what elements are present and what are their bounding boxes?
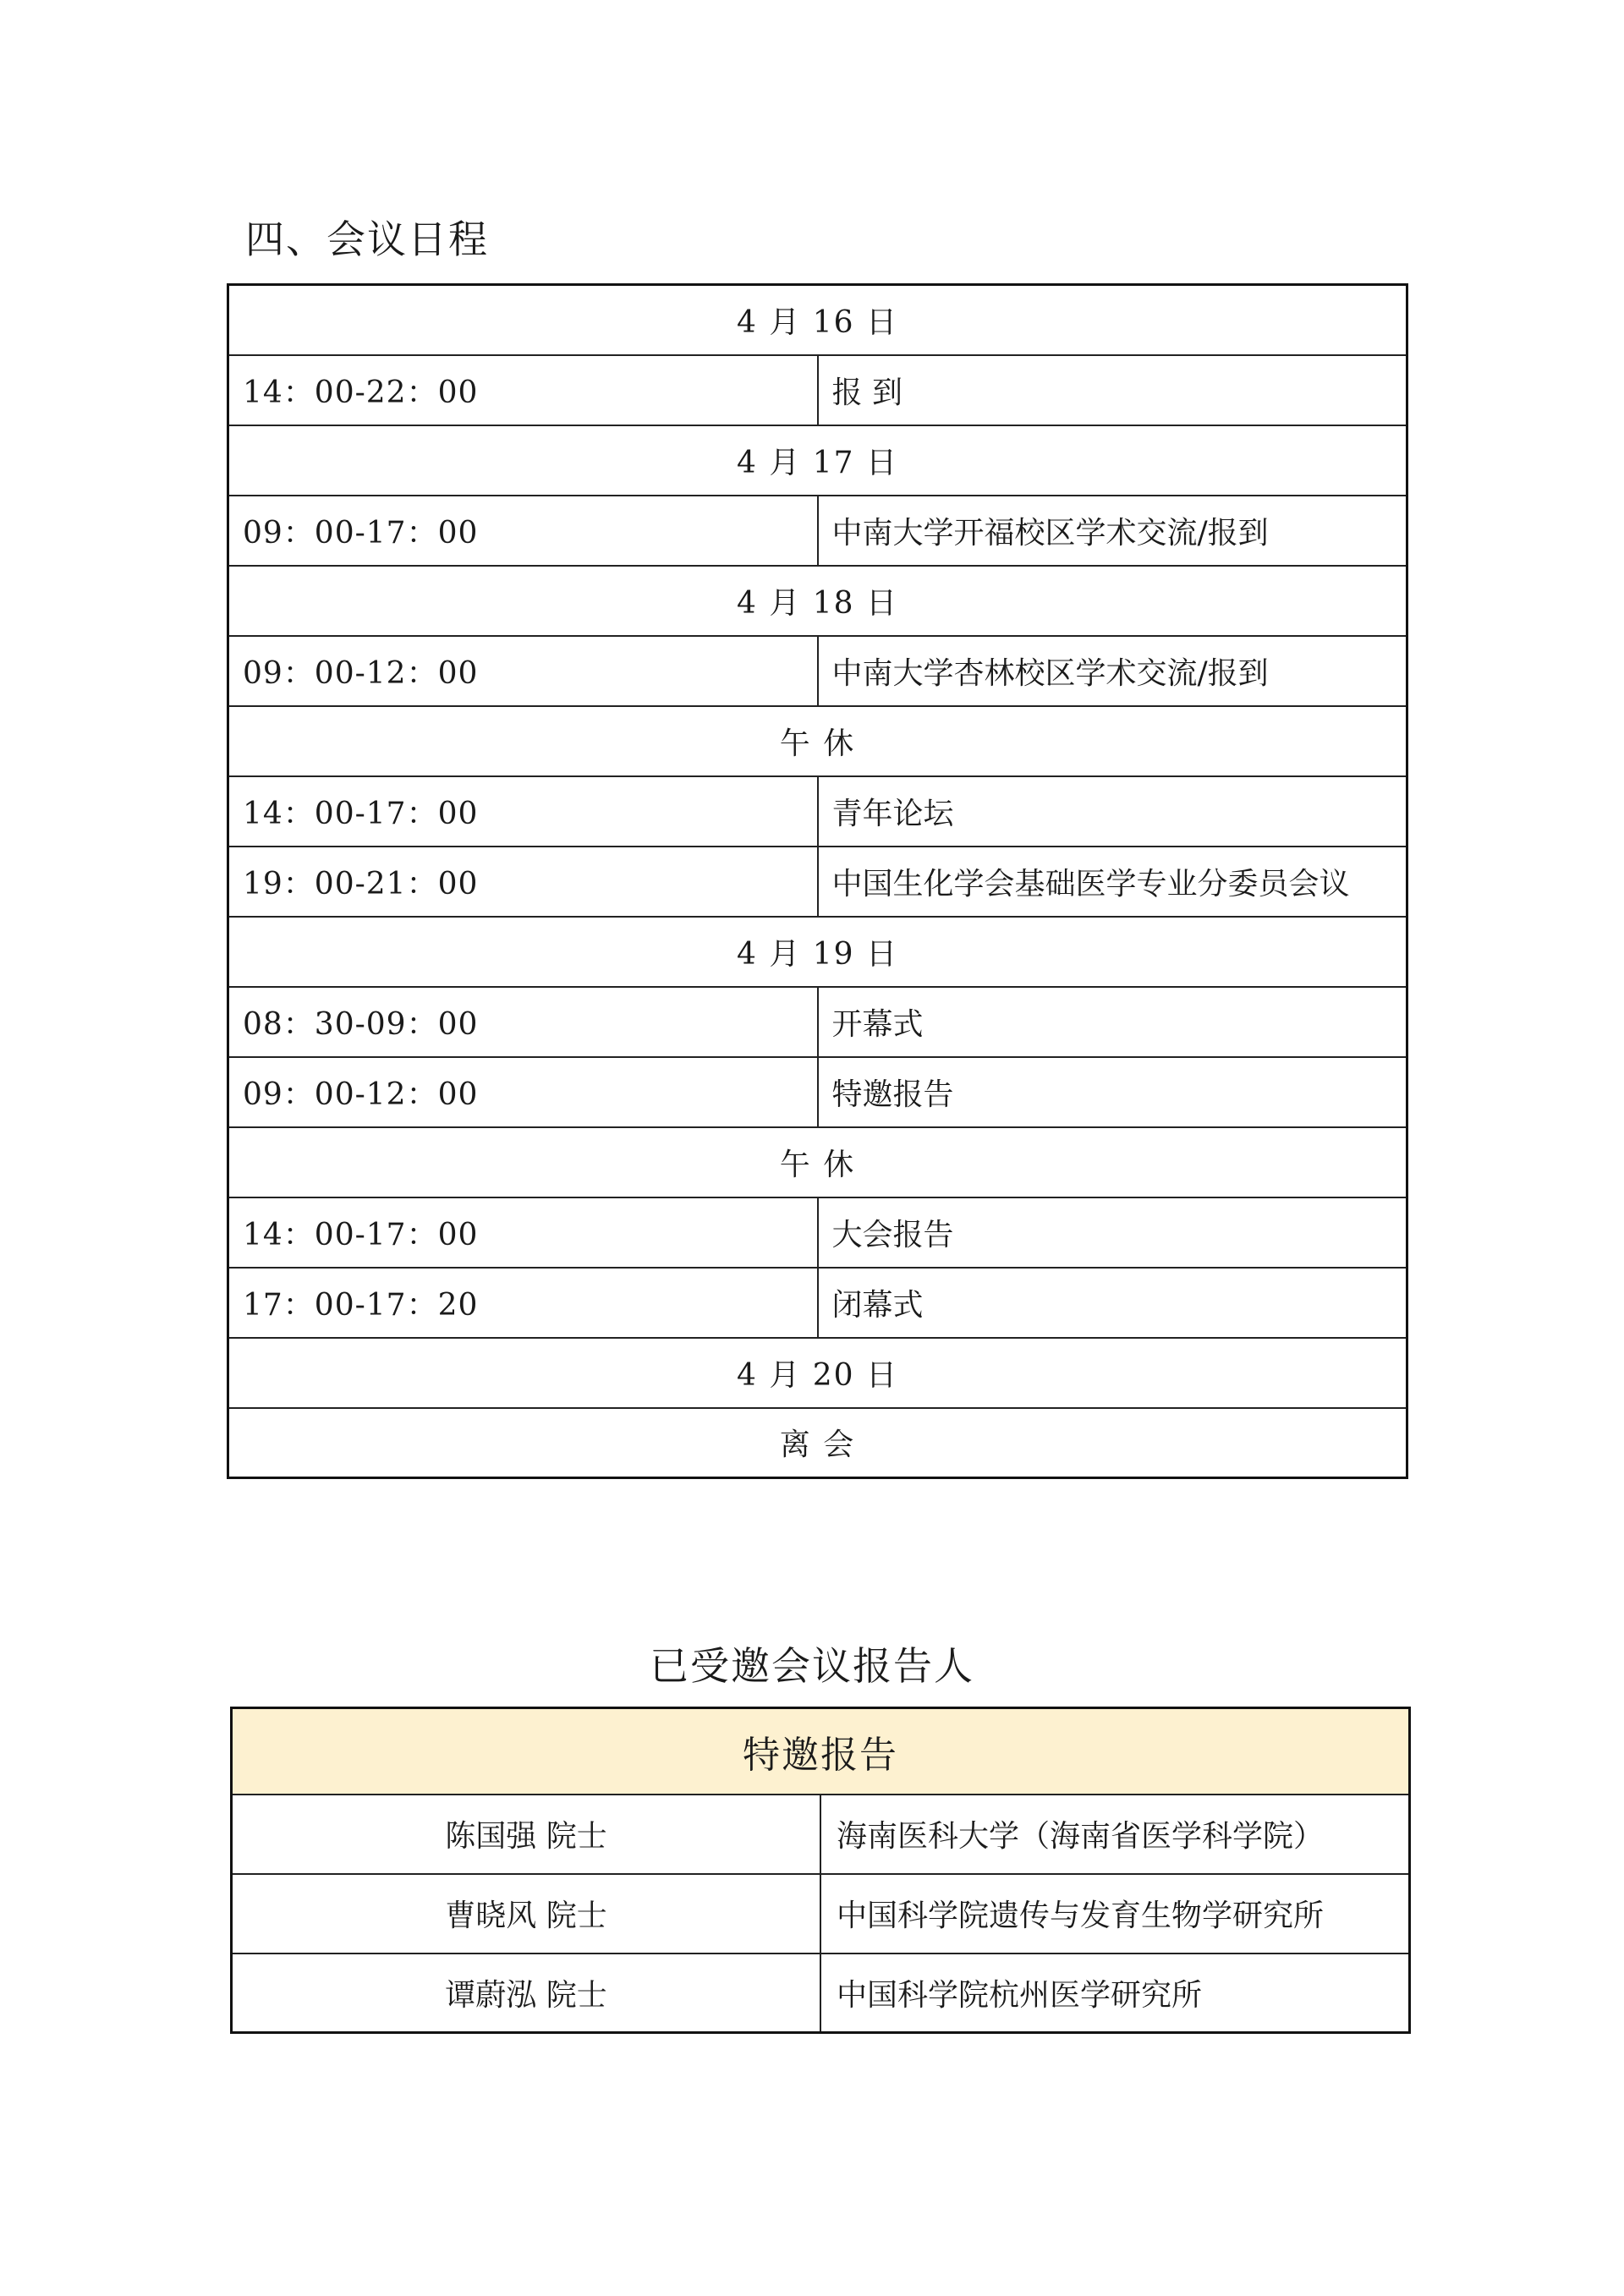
- time-cell: 09：00-12：00: [228, 1057, 818, 1127]
- speaker-row: [232, 1954, 1410, 2033]
- event-cell: 中南大学开福校区学术交流/报到: [818, 496, 1407, 566]
- speakers-title: 已受邀会议报告人: [650, 1643, 974, 1689]
- event-cell: 青年论坛: [818, 776, 1407, 847]
- break-row: [228, 1127, 1407, 1197]
- time-cell: 09：00-12：00: [228, 636, 818, 706]
- time-cell: 17：00-17：20: [228, 1268, 818, 1338]
- schedule-row: [228, 1268, 1407, 1338]
- time-cell: 19：00-21：00: [228, 847, 818, 917]
- break-cell: 午 休: [228, 1127, 1407, 1197]
- date-row: [228, 566, 1407, 636]
- schedule-table: [227, 283, 1408, 1479]
- speaker-row: [232, 1795, 1410, 1874]
- date-row: [228, 425, 1407, 496]
- section-heading: 四、会议日程: [245, 216, 489, 262]
- speaker-institution: 中国科学院遗传与发育生物学研究所: [820, 1874, 1410, 1954]
- event-cell: 特邀报告: [818, 1057, 1407, 1127]
- speaker-institution: 海南医科大学（海南省医学科学院）: [820, 1795, 1410, 1874]
- date-cell: 4 月 16 日: [228, 285, 1407, 355]
- end-cell: 离 会: [228, 1408, 1407, 1478]
- schedule-row: [228, 847, 1407, 917]
- event-cell: 开幕式: [818, 987, 1407, 1057]
- event-cell: 中南大学杏林校区学术交流/报到: [818, 636, 1407, 706]
- date-row: [228, 917, 1407, 987]
- date-row: [228, 1338, 1407, 1408]
- speaker-name: 陈国强 院士: [232, 1795, 821, 1874]
- speaker-institution: 中国科学院杭州医学研究所: [820, 1954, 1410, 2033]
- event-cell: 中国生化学会基础医学专业分委员会议: [818, 847, 1407, 917]
- schedule-row: [228, 636, 1407, 706]
- date-cell: 4 月 18 日: [228, 566, 1407, 636]
- speakers-header: 特邀报告: [232, 1708, 1410, 1795]
- date-cell: 4 月 17 日: [228, 425, 1407, 496]
- event-cell: 大会报告: [818, 1197, 1407, 1268]
- end-row: [228, 1408, 1407, 1478]
- speakers-table: [230, 1707, 1411, 2034]
- time-cell: 14：00-22：00: [228, 355, 818, 425]
- schedule-row: [228, 355, 1407, 425]
- time-cell: 14：00-17：00: [228, 1197, 818, 1268]
- date-row: [228, 285, 1407, 355]
- schedule-row: [228, 776, 1407, 847]
- event-cell: 报 到: [818, 355, 1407, 425]
- time-cell: 09：00-17：00: [228, 496, 818, 566]
- schedule-row: [228, 987, 1407, 1057]
- schedule-row: [228, 1057, 1407, 1127]
- time-cell: 14：00-17：00: [228, 776, 818, 847]
- time-cell: 08：30-09：00: [228, 987, 818, 1057]
- break-row: [228, 706, 1407, 776]
- schedule-row: [228, 496, 1407, 566]
- speaker-row: [232, 1874, 1410, 1954]
- speakers-header-row: [232, 1708, 1410, 1795]
- event-cell: 闭幕式: [818, 1268, 1407, 1338]
- speaker-name: 谭蔚泓 院士: [232, 1954, 821, 2033]
- speaker-name: 曹晓风 院士: [232, 1874, 821, 1954]
- break-cell: 午 休: [228, 706, 1407, 776]
- date-cell: 4 月 19 日: [228, 917, 1407, 987]
- schedule-row: [228, 1197, 1407, 1268]
- date-cell: 4 月 20 日: [228, 1338, 1407, 1408]
